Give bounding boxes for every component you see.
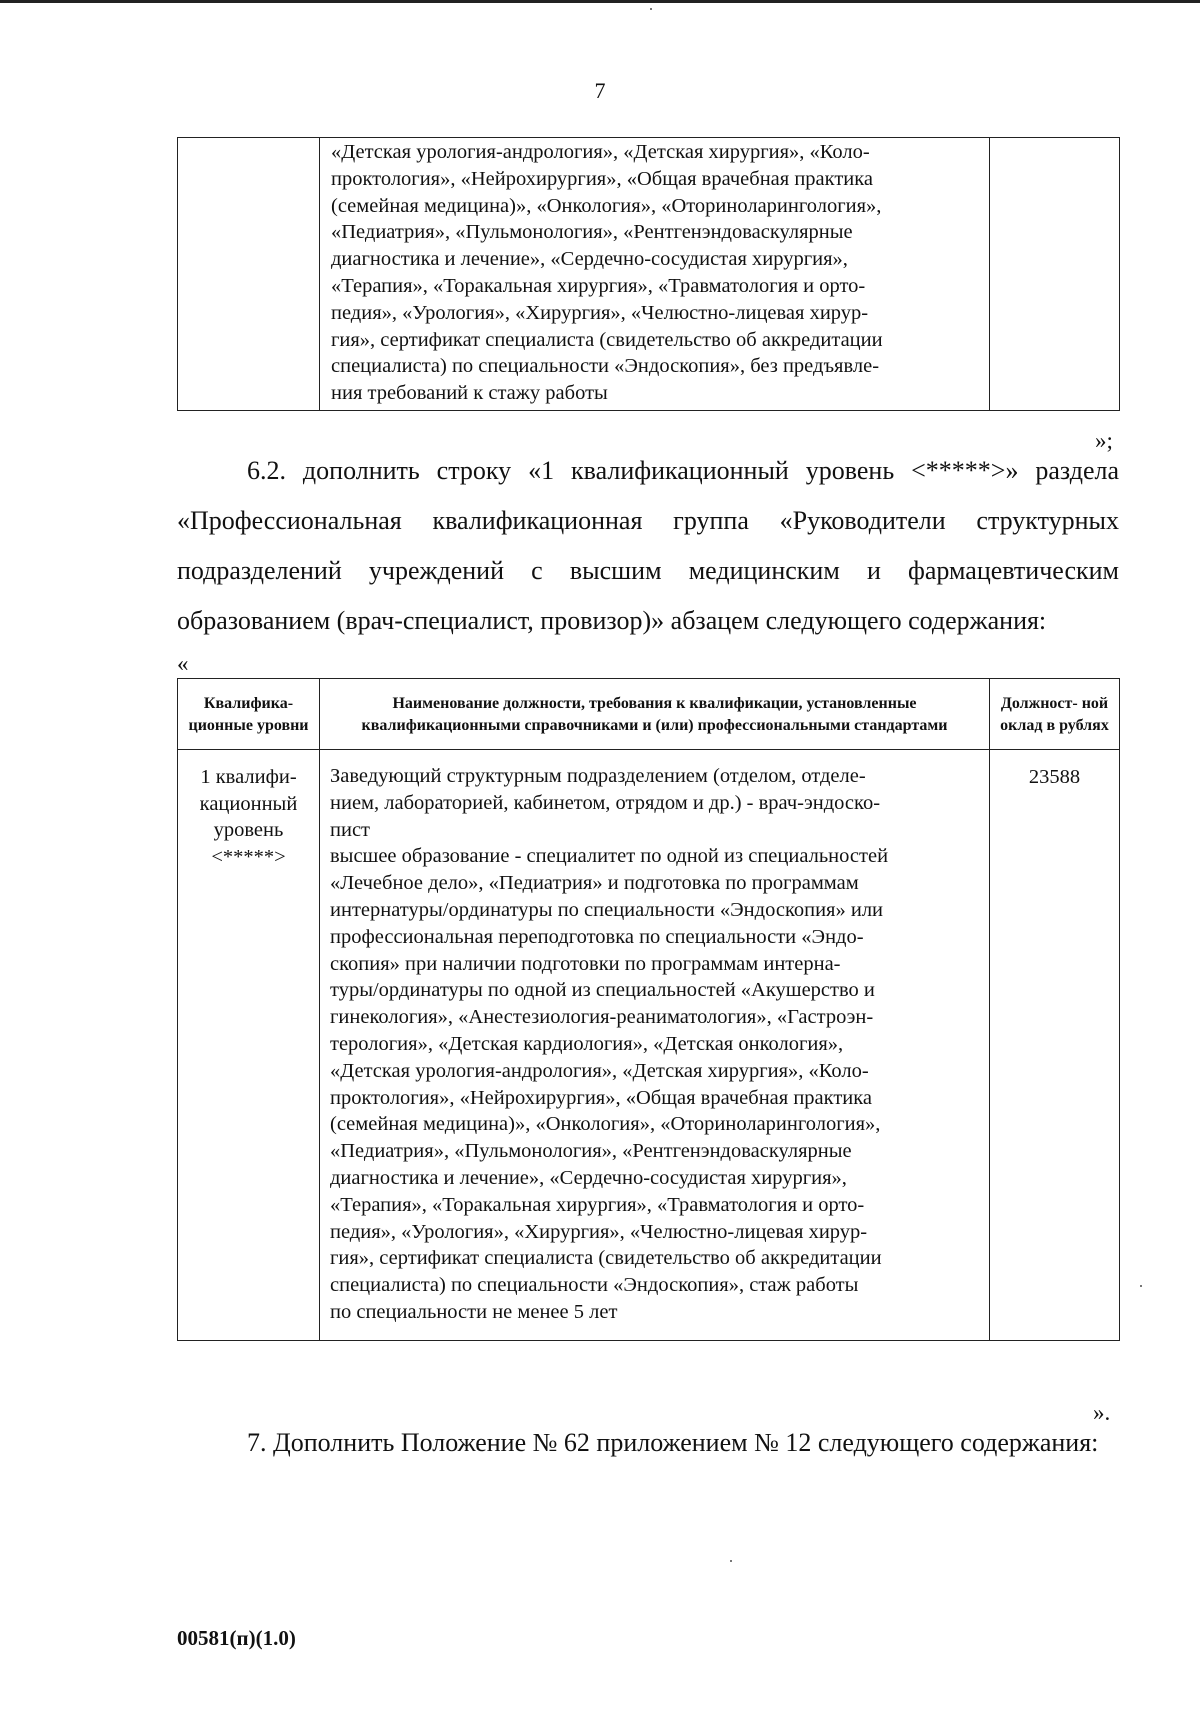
text-line: проктология», «Нейрохирургия», «Общая врачебная практика [330,1086,873,1109]
requirements-cell [320,750,990,1341]
qualification-table [177,678,1120,1341]
text-line: профессиональная переподготовка по специальности «Эндо- [330,925,864,948]
text-line: проктология», «Нейрохирургия», «Общая врачебная практика [331,167,874,190]
header-level: Квалифика- ционные уровни [178,679,320,750]
scan-speck [1140,1285,1142,1287]
paragraph-7-text: 7. Дополнить Положение № 62 приложением № 12 следующего содержания: [247,1428,1099,1457]
paragraph-6-2 [177,446,1119,646]
text-line: (семейная медицина)», «Онкология», «Оториноларингология», [330,1113,881,1136]
text-line: «Терапия», «Торакальная хирургия», «Травматология и орто- [330,1193,865,1216]
level-cell-empty [178,138,320,411]
requirements-cell [320,138,990,411]
header-salary: Должност- ной оклад в рублях [990,679,1120,750]
table-row [178,138,1120,411]
text-line: «Детская урология-андрология», «Детская хирургия», «Коло- [330,1059,869,1082]
document-code: 00581(п)(1.0) [177,1626,296,1650]
text-line: гия», сертификат специалиста (свидетельство об аккредитации [331,328,883,351]
text-line: пист [330,818,370,841]
opening-quote: « [177,651,189,676]
text-line: диагностика и лечение», «Сердечно-сосудистая хирургия», [330,1166,847,1189]
level-cell: 1 квалифи- кационный уровень <*****> [178,750,320,1341]
text-line: туры/ординатуры по одной из специальностей «Акушерство и [330,979,875,1002]
salary-cell: 23588 [990,750,1120,1341]
text-line: нием, лабораторией, кабинетом, отрядом и др.) - врач-эндоско- [330,791,881,814]
text-line: высшее образование - специалитет по одной из специальностей [330,845,889,868]
text-line: «Педиатрия», «Пульмонология», «Рентгенэндоваскулярные [330,1140,852,1163]
text-line: Заведующий структурным подразделением (отделом, отделе- [330,765,866,787]
salary-cell-empty [990,138,1120,411]
requirements-text [330,763,980,1326]
text-line: педия», «Урология», «Хирургия», «Челюстно-лицевая хирур- [331,301,869,324]
scan-speck [730,1560,732,1562]
text-line: по специальности не менее 5 лет [330,1300,618,1323]
text-line: специалиста) по специальности «Эндоскопия», стаж работы [330,1274,859,1297]
closing-quote-period: ». [1093,1400,1111,1425]
text-line: диагностика и лечение», «Сердечно-сосудистая хирургия», [331,248,848,271]
text-line: «Лечебное дело», «Педиатрия» и подготовка по программам [330,872,859,895]
continuation-table [177,137,1120,411]
table-header-row [178,679,1120,750]
scan-speck [650,8,652,10]
text-line: гинекология», «Анестезиология-реаниматология», «Гастроэн- [330,1006,874,1029]
text-line: «Педиатрия», «Пульмонология», «Рентгенэндоваскулярные [331,221,853,244]
page-number: 7 [594,78,606,103]
text-line: специалиста) по специальности «Эндоскопия», без предъявле- [331,355,880,378]
text-line: «Терапия», «Торакальная хирургия», «Травматология и орто- [331,274,866,297]
text-line: интернатуры/ординатуры по специальности «Эндоскопия» или [330,898,884,921]
paragraph-7 [177,1418,1119,1468]
text-line: «Детская урология-андрология», «Детская хирургия», «Коло- [331,141,870,163]
text-line: ния требований к стажу работы [331,382,608,405]
text-line: (семейная медицина)», «Онкология», «Оториноларингология», [331,194,882,217]
text-line: педия», «Урология», «Хирургия», «Челюстно-лицевая хирур- [330,1220,868,1243]
paragraph-6-2-text: 6.2. дополнить строку «1 квалификационный уровень <*****>» раздела «Профессиональная квалификационная группа «Руководители структурных подразделений учреждений с высшим медицинским и фармацевтическим образованием (врач-специалист, провизор)» абзацем следующего содержания: [177,456,1119,635]
closing-quote-semicolon: »; [1095,428,1113,453]
header-requirements: Наименование должности, требования к квалификации, установленные квалификационными справочниками и (или) профессиональными стандартами [320,679,990,750]
text-line: гия», сертификат специалиста (свидетельство об аккредитации [330,1247,882,1270]
top-border-line [0,0,1200,3]
table-row [178,750,1120,1341]
requirements-text [321,139,988,409]
text-line: скопия» при наличии подготовки по программам интерна- [330,952,841,975]
text-line: терология», «Детская кардиология», «Детская онкология», [330,1032,844,1055]
